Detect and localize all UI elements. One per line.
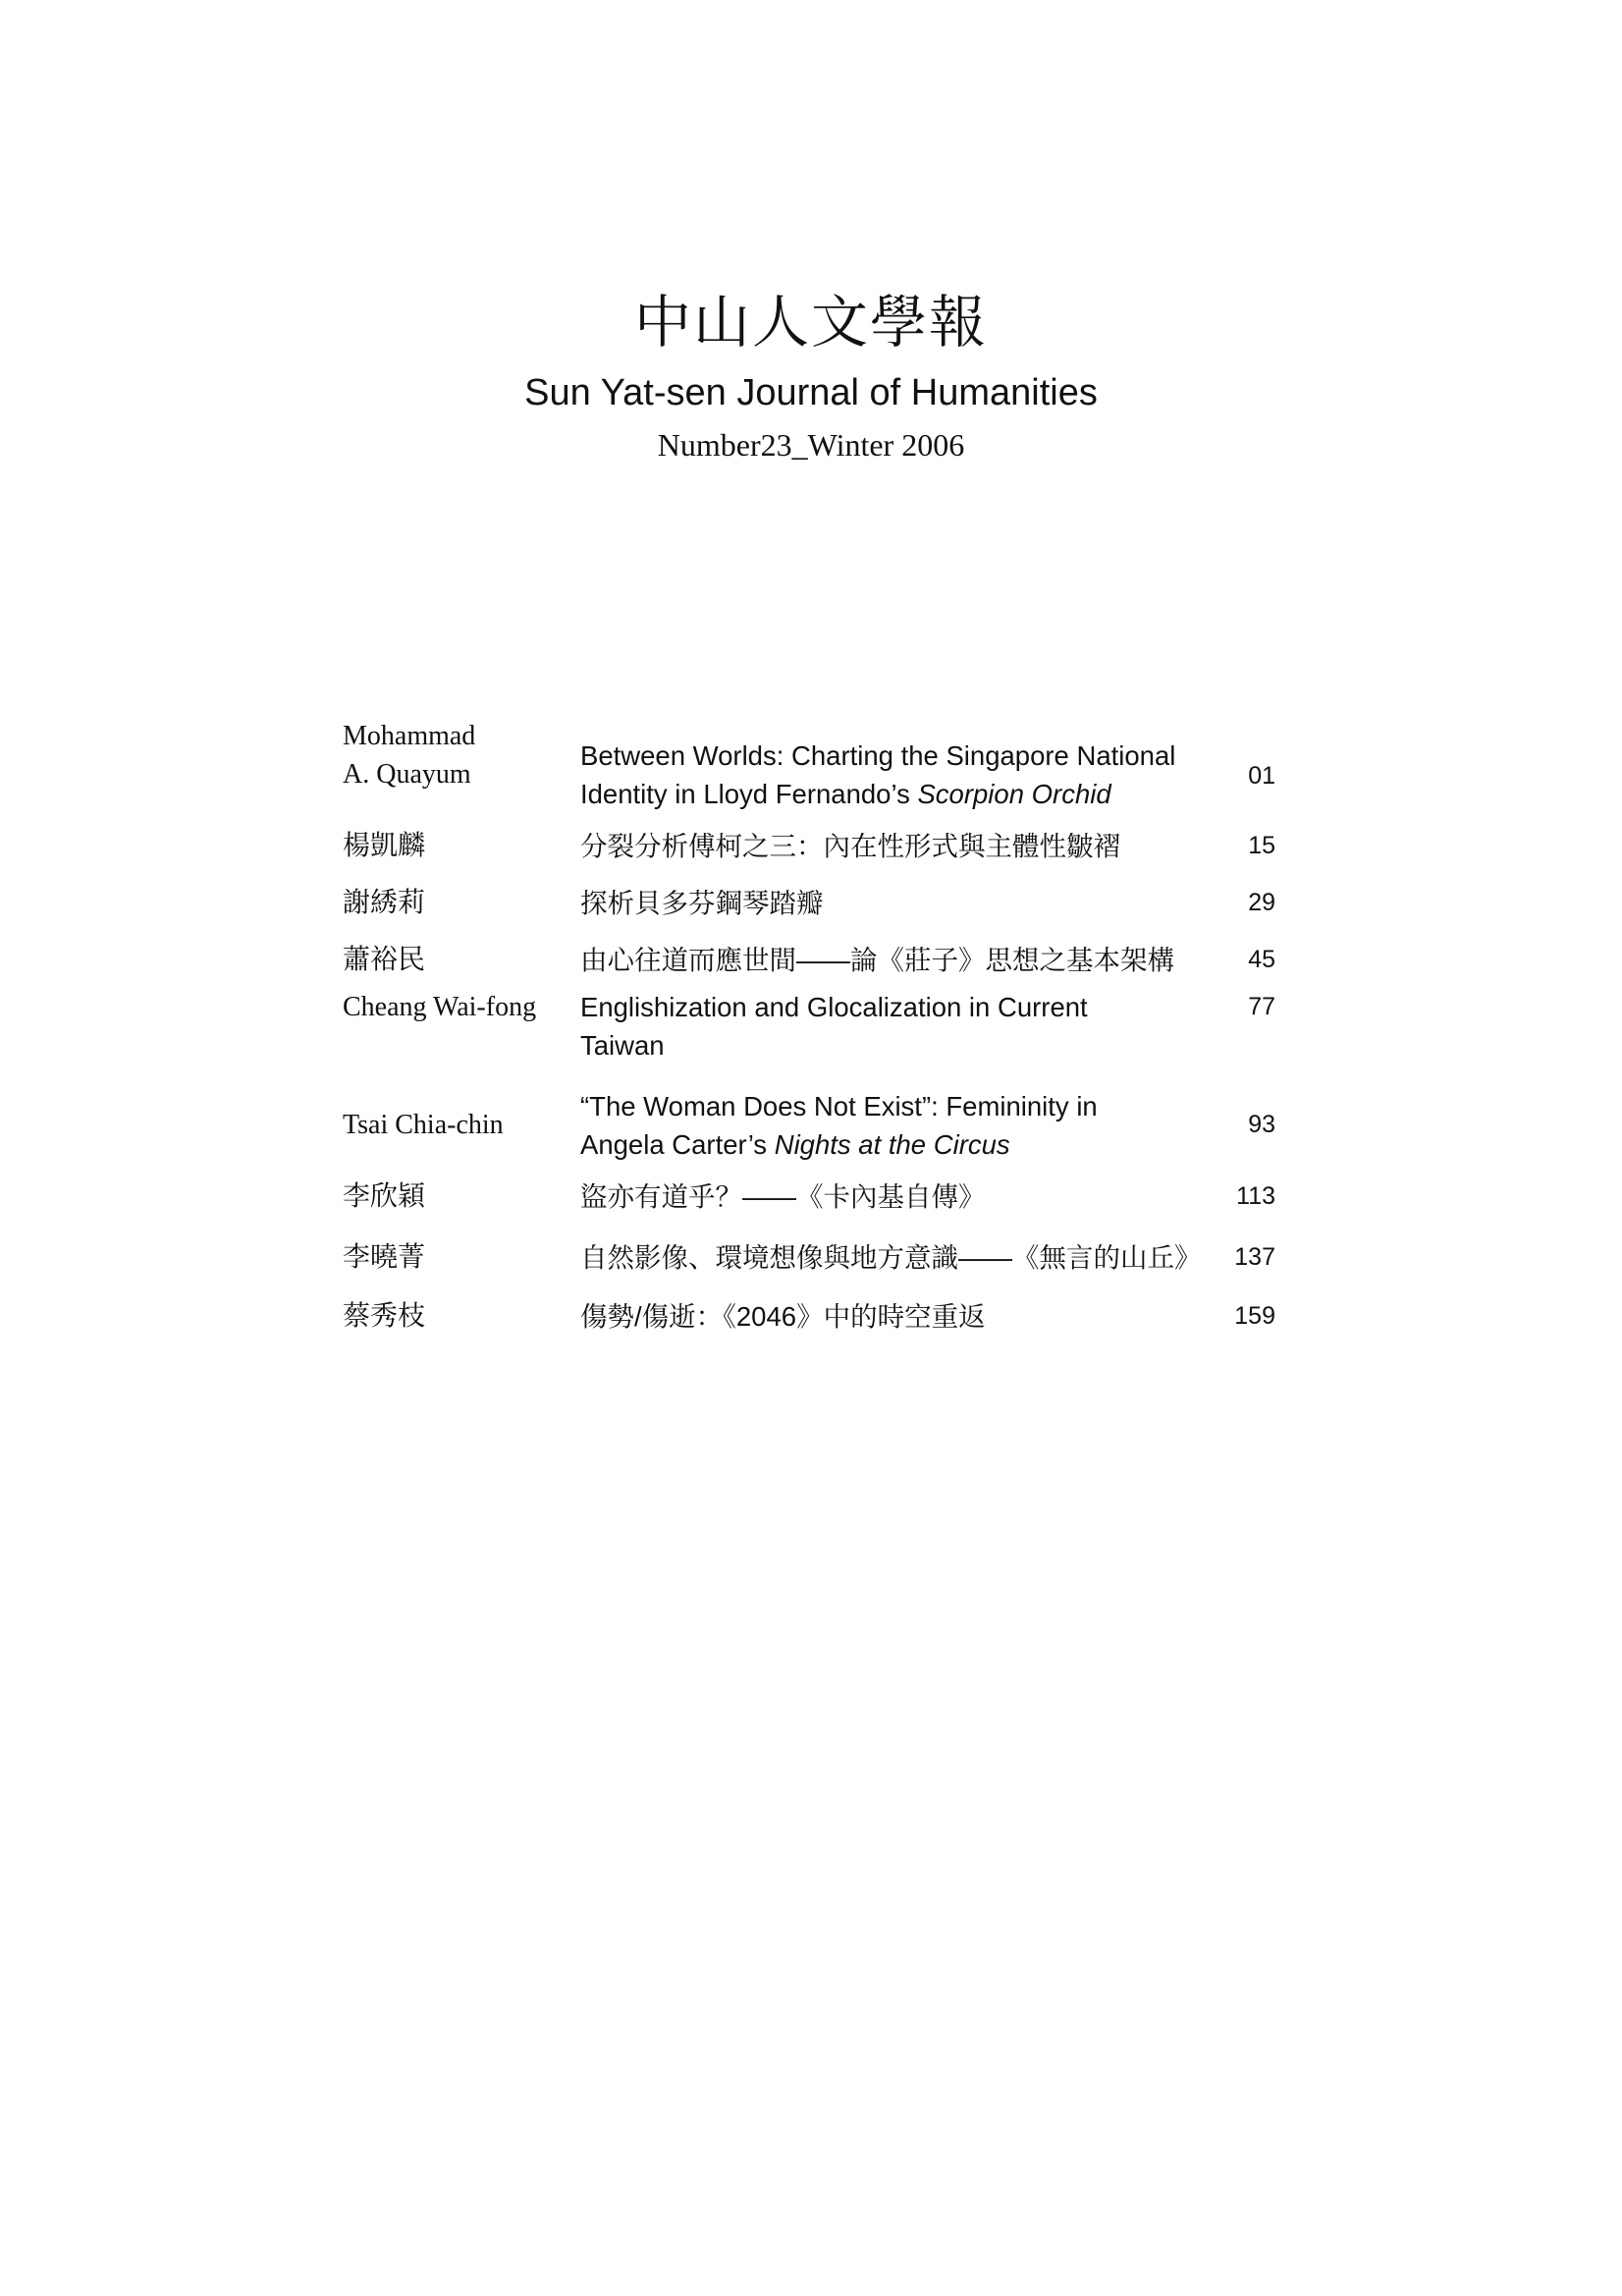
toc-entry [343, 1084, 1275, 1166]
toc-author: Tsai Chia-chin [343, 1110, 504, 1140]
journal-title-english: Sun Yat-sen Journal of Humanities [524, 372, 1098, 413]
toc-entry [343, 1287, 1275, 1344]
toc-author [343, 717, 580, 793]
toc-entry [343, 874, 1275, 931]
toc-entry [343, 717, 1275, 817]
toc-title: 盜亦有道乎？——《卡內基自傳》 [580, 1180, 986, 1212]
toc-title: 自然影像、環境想像與地方意識——《無言的山丘》 [580, 1241, 1202, 1273]
toc-author: 謝綉莉 [343, 887, 426, 918]
toc-page-number: 77 [1248, 993, 1275, 1020]
toc-title-line [580, 1125, 1209, 1164]
toc-page-number: 01 [1248, 761, 1275, 790]
toc-author: 李曉菁 [343, 1241, 426, 1273]
toc-title-line: “The Woman Does Not Exist”: Femininity in [580, 1090, 1098, 1121]
toc-title [580, 737, 1209, 813]
toc-page-number: 137 [1234, 1242, 1275, 1271]
toc-title: 分裂分析傅柯之三：內在性形式與主體性皺褶 [580, 830, 1120, 861]
toc-entry [343, 1227, 1275, 1287]
toc-author-line: A. Quayum [343, 759, 471, 790]
toc-title-italic: Scorpion Orchid [917, 779, 1111, 809]
toc-author: 楊凱麟 [343, 830, 426, 861]
toc-page-number: 93 [1248, 1111, 1275, 1138]
toc-title-line: Between Worlds: Charting the Singapore National [580, 740, 1176, 771]
toc-author: 蔡秀枝 [343, 1300, 426, 1332]
toc-entry [343, 1166, 1275, 1227]
journal-title-chinese: 中山人文學報 [633, 289, 988, 355]
toc-title-line: Englishization and Glocalization in Current [580, 992, 1088, 1022]
toc-entry [343, 931, 1275, 988]
toc-author: 蕭裕民 [343, 944, 426, 975]
toc-title-text: Angela Carter’s [580, 1128, 775, 1160]
toc-page-number: 45 [1248, 945, 1275, 973]
toc-page-number: 113 [1236, 1181, 1275, 1210]
toc-title-text: Identity in Lloyd Fernando’s [580, 779, 918, 809]
toc-page-number: 29 [1248, 888, 1275, 916]
toc-page-number: 159 [1234, 1301, 1275, 1330]
toc-entry [343, 988, 1275, 1084]
toc-entry [343, 817, 1275, 874]
toc-title: 探析貝多芬鋼琴踏瓣 [580, 887, 824, 918]
toc-author: 李欣穎 [343, 1180, 426, 1212]
toc-title-italic: Nights at the Circus [774, 1128, 1010, 1160]
toc-title: 由心往道而應世間——論《莊子》思想之基本架構 [580, 944, 1174, 975]
toc-title-line [580, 775, 1209, 813]
toc-page-number: 15 [1248, 831, 1275, 859]
table-of-contents [343, 717, 1275, 1344]
toc-title-line: Taiwan [580, 1030, 665, 1061]
issue-label: Number23_Winter 2006 [657, 427, 965, 463]
toc-author: Cheang Wai-fong [343, 992, 537, 1022]
toc-author-line: Mohammad [343, 721, 476, 751]
toc-title: 傷勢/傷逝：《2046》中的時空重返 [580, 1300, 986, 1332]
toc-title [580, 988, 1209, 1065]
toc-title [580, 1087, 1209, 1164]
